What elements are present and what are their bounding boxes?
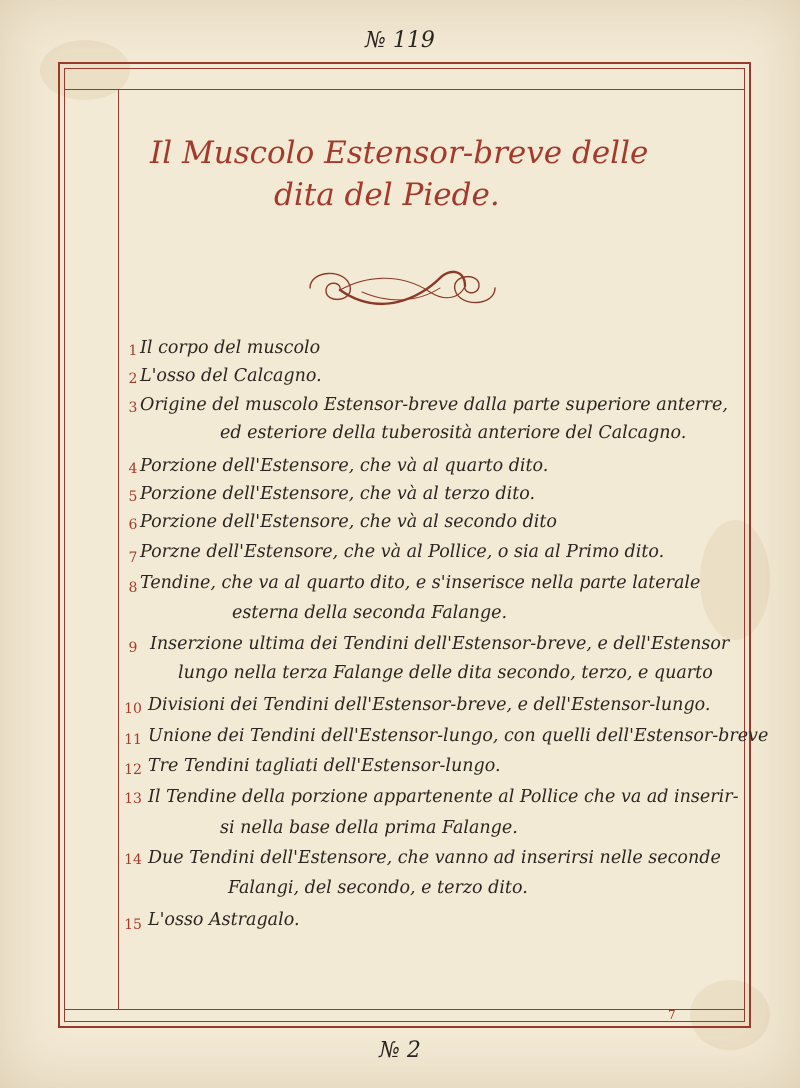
item-text: Porzione dell'Estensore, che và al quarto dito.: [140, 456, 549, 476]
item-text: L'osso Astragalo.: [148, 910, 300, 930]
item-number: 10: [124, 701, 142, 717]
item-text: Porzne dell'Estensore, che và al Pollice, o sia al Primo dito.: [140, 542, 665, 562]
item-text: Tendine, che va al quarto dito, e s'inserisce nella parte laterale: [140, 573, 701, 593]
item-number: 12: [124, 762, 142, 778]
item-number: 5: [128, 489, 138, 505]
item-text: Il Tendine della porzione appartenente al Pollice che va ad inserir-: [148, 787, 739, 807]
page-title: [150, 132, 710, 216]
item-number: 1: [128, 343, 138, 359]
item-text: Il corpo del muscolo: [140, 338, 321, 358]
item-text-continuation: si nella base della prima Falange.: [220, 818, 518, 838]
footer-mark: № 2: [379, 1038, 421, 1063]
margin-rule: [118, 89, 119, 1009]
item-text-continuation: lungo nella terza Falange delle dita secondo, terzo, e quarto: [178, 663, 713, 683]
item-text: Porzione dell'Estensore, che và al terzo dito.: [140, 484, 536, 504]
item-text-continuation: ed esteriore della tuberosità anteriore del Calcagno.: [220, 423, 687, 443]
item-number: 6: [128, 517, 138, 533]
item-number: 8: [128, 580, 138, 596]
item-number: 15: [124, 917, 142, 933]
item-number: 13: [124, 791, 142, 807]
frame-bottom-rule: [64, 1009, 745, 1010]
item-number: 9: [128, 640, 138, 656]
item-text: L'osso del Calcagno.: [140, 366, 322, 386]
item-text: Inserzione ultima dei Tendini dell'Estensor-breve, e dell'Estensor: [150, 634, 730, 654]
item-text: Divisioni dei Tendini dell'Estensor-breve, e dell'Estensor-lungo.: [148, 695, 711, 715]
item-number: 3: [128, 400, 138, 416]
item-text-continuation: esterna della seconda Falange.: [232, 603, 508, 623]
page-number: № 119: [365, 28, 435, 53]
item-text: Origine del muscolo Estensor-breve dalla parte superiore anterre,: [140, 395, 728, 415]
item-number: 7: [128, 550, 138, 566]
item-text: Tre Tendini tagliati dell'Estensor-lungo.: [148, 756, 501, 776]
item-text: Unione dei Tendini dell'Estensor-lungo, con quelli dell'Estensor-breve: [148, 726, 769, 746]
item-number: 2: [128, 371, 138, 387]
title-line-1: Il Muscolo Estensor-breve delle: [150, 135, 649, 171]
frame-top-rule: [64, 89, 745, 90]
item-number: 14: [124, 852, 142, 868]
calligraphic-flourish: [290, 258, 515, 318]
item-text: Porzione dell'Estensore, che và al secondo dito: [140, 512, 557, 532]
item-number: 11: [124, 732, 142, 748]
title-line-2: dita del Piede.: [274, 177, 500, 213]
item-text: Due Tendini dell'Estensore, che vanno ad inserirsi nelle seconde: [148, 848, 721, 868]
item-number: 4: [128, 461, 138, 477]
item-text-continuation: Falangi, del secondo, e terzo dito.: [228, 878, 528, 898]
corner-mark: 7: [668, 1008, 676, 1022]
